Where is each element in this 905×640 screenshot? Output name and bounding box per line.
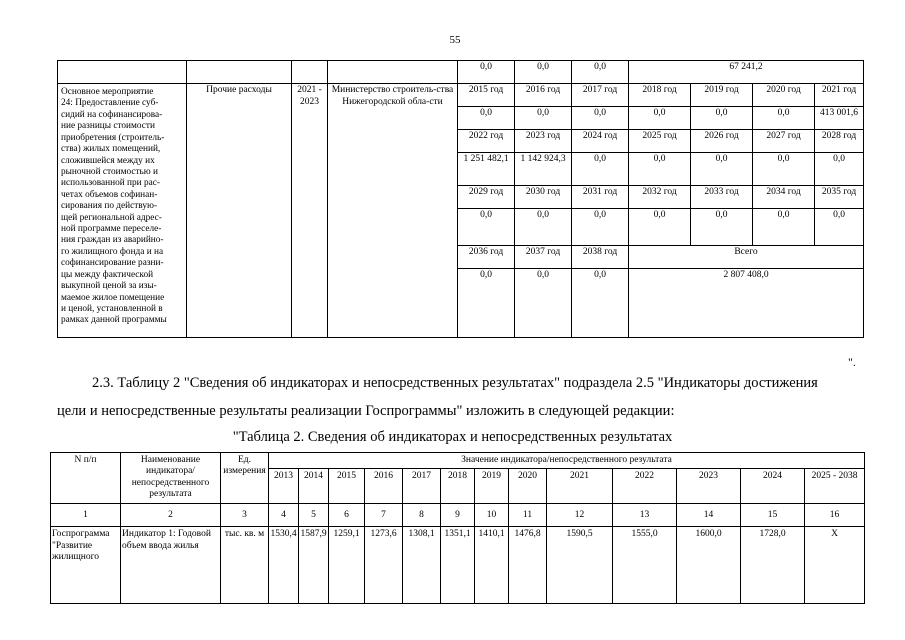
year-header: 2015 (329, 469, 365, 504)
year-header: 2021 год (815, 84, 864, 107)
desc-line: сидий на софинансирова- (61, 109, 163, 120)
indicator-value: 1259,1 (329, 527, 365, 604)
period: 2021 - 2023 (292, 84, 328, 338)
total-label: Всего (629, 246, 864, 269)
indicator-value: 1587,9 (299, 527, 329, 604)
desc-line: софинансирование разни- (61, 258, 164, 269)
col-number: 3 (221, 504, 269, 527)
cell-value: 0,0 (458, 209, 515, 246)
year-header: 2015 год (458, 84, 515, 107)
funding-table (57, 60, 864, 338)
year-header: 2022 (613, 469, 677, 504)
col-number: 16 (805, 504, 865, 527)
col-number: 14 (677, 504, 741, 527)
desc-line: ния граждан из аварийно- (61, 235, 164, 246)
desc-line: рамках данной программы (61, 315, 167, 326)
header-row-1 (51, 453, 865, 469)
indicator-value: 1351,1 (441, 527, 475, 604)
year-header: 2013 (269, 469, 299, 504)
year-header: 2031 год (572, 186, 629, 209)
indicator-value: 1555,0 (613, 527, 677, 604)
cell-value: 0,0 (629, 153, 691, 186)
cell-value: 0,0 (515, 61, 572, 84)
desc-line: го жилищного фонда и на (61, 246, 164, 257)
col-number: 9 (441, 504, 475, 527)
ministry: Министерство строитель-ства Нижегородской обла-сти (328, 84, 458, 338)
year-header: 2027 год (753, 130, 815, 153)
year-header: 2020 год (753, 84, 815, 107)
indicator-value: X (805, 527, 865, 604)
year-header: 2029 год (458, 186, 515, 209)
paragraph-line-1: 2.3. Таблицу 2 "Сведения об индикаторах и непосредственных результатах" подраздела 2.5 "Индикаторы достижения (92, 375, 818, 391)
cell-value: 0,0 (572, 153, 629, 186)
indicator-row (51, 527, 865, 604)
desc-line: цы между фактической (61, 269, 154, 280)
year-header: 2016 год (515, 84, 572, 107)
desc-line: 24: Предоставление суб- (61, 98, 159, 109)
end-quote-mark: ". (848, 355, 856, 369)
year-header: 2036 год (458, 246, 515, 269)
year-header: 2032 год (629, 186, 691, 209)
indicator-value: 1273,6 (365, 527, 403, 604)
year-header: 2019 (475, 469, 509, 504)
year-header: 2022 год (458, 130, 515, 153)
desc-line: рыночной стоимостью и (61, 166, 159, 177)
indicator-value: 1476,8 (509, 527, 547, 604)
header-unit: Ед. измерения (221, 453, 269, 504)
cell-value: 0,0 (629, 107, 691, 130)
col-number: 11 (509, 504, 547, 527)
col-number: 1 (51, 504, 121, 527)
cell-total: 67 241,2 (629, 61, 864, 84)
funding-row-prev (58, 61, 864, 84)
year-header: 2014 (299, 469, 329, 504)
year-header: 2025 год (629, 130, 691, 153)
indicator-value: 1410,1 (475, 527, 509, 604)
year-header: 2016 (365, 469, 403, 504)
year-header: 2018 (441, 469, 475, 504)
indicator-value: 1600,0 (677, 527, 741, 604)
cell-value: 0,0 (691, 209, 753, 246)
year-header: 2035 год (815, 186, 864, 209)
total-value: 2 807 408,0 (629, 269, 864, 338)
desc-line: приобретения (строитель- (61, 132, 165, 143)
year-header: 2023 (677, 469, 741, 504)
header-value: Значение индикатора/непосредственного результата (269, 453, 865, 469)
header-num: N п/п (51, 453, 121, 504)
col-number: 12 (547, 504, 613, 527)
desc-line: Основное мероприятие (61, 87, 154, 97)
cell-value: 0,0 (458, 61, 515, 84)
indicator-value: 1308,1 (403, 527, 441, 604)
cell-value: 1 251 482,1 (458, 153, 515, 186)
year-header: 2028 год (815, 130, 864, 153)
year-header: 2025 - 2038 (805, 469, 865, 504)
year-header: 2021 (547, 469, 613, 504)
year-header: 2024 год (572, 130, 629, 153)
year-header: 2019 год (691, 84, 753, 107)
cell-value: 0,0 (815, 153, 864, 186)
expense-type: Прочие расходы (187, 84, 292, 338)
year-header: 2020 (509, 469, 547, 504)
cell-value: 0,0 (629, 209, 691, 246)
paragraph-line-2: цели и непосредственные результаты реализации Госпрограммы" изложить в следующей редакции: (57, 403, 675, 419)
cell-value: 0,0 (458, 107, 515, 130)
year-header: 2033 год (691, 186, 753, 209)
cell-value: 0,0 (572, 61, 629, 84)
col-number: 2 (121, 504, 221, 527)
desc-line: ной программе переселе- (61, 224, 162, 235)
year-header: 2030 год (515, 186, 572, 209)
cell-value: 0,0 (458, 269, 515, 338)
year-header: 2034 год (753, 186, 815, 209)
col-number: 15 (741, 504, 805, 527)
col-number: 13 (613, 504, 677, 527)
col-number: 6 (329, 504, 365, 527)
desc-line: щей региональной адрес- (61, 212, 162, 223)
funding-row-years-1 (58, 84, 864, 107)
year-header: 2018 год (629, 84, 691, 107)
cell-value: 0,0 (691, 107, 753, 130)
cell-value: 413 001,6 (815, 107, 864, 130)
desc-line: выкупной ценой за изы- (61, 281, 157, 292)
desc-line: использованной при рас- (61, 178, 160, 189)
col-number: 4 (269, 504, 299, 527)
page-number: 55 (449, 34, 461, 46)
col-number: 8 (403, 504, 441, 527)
measure-description (58, 84, 187, 338)
col-number: 5 (299, 504, 329, 527)
year-header: 2026 год (691, 130, 753, 153)
column-number-row (51, 504, 865, 527)
cell-value: 0,0 (691, 153, 753, 186)
indicator-value: 1728,0 (741, 527, 805, 604)
cell-value: 0,0 (572, 209, 629, 246)
cell-value: 0,0 (815, 209, 864, 246)
desc-line: и ценой, установленной в (61, 304, 163, 315)
year-header: 2017 (403, 469, 441, 504)
cell-value: 0,0 (753, 107, 815, 130)
cell-value: 0,0 (753, 153, 815, 186)
year-header: 2017 год (572, 84, 629, 107)
cell-value: 0,0 (515, 209, 572, 246)
indicator-value: 1530,4 (269, 527, 299, 604)
indicators-table (50, 452, 865, 604)
year-header: 2024 (741, 469, 805, 504)
cell-value: 1 142 924,3 (515, 153, 572, 186)
desc-line: маемое жилое помещение (61, 292, 165, 303)
col-number: 10 (475, 504, 509, 527)
desc-line: сложившейся между их (61, 155, 155, 166)
header-name: Наименование индикатора/непосредственного результата (121, 453, 221, 504)
desc-line: сирования по действую- (61, 201, 158, 212)
desc-line: четах объемов софинан- (61, 189, 158, 200)
table-title: "Таблица 2. Сведения об индикаторах и непосредственных результатах (232, 429, 673, 445)
cell-value: 0,0 (572, 107, 629, 130)
year-header: 2037 год (515, 246, 572, 269)
cell-value: 0,0 (572, 269, 629, 338)
col-number: 7 (365, 504, 403, 527)
indicator-unit: тыс. кв. м (221, 527, 269, 604)
program-name: Госпрограмма "Развитие жилищного (51, 527, 121, 604)
year-header: 2038 год (572, 246, 629, 269)
cell-value: 0,0 (515, 269, 572, 338)
desc-line: ние разницы стоимости (61, 121, 155, 132)
desc-line: ства) жилых помещений, (61, 144, 161, 155)
cell-value: 0,0 (515, 107, 572, 130)
indicator-value: 1590,5 (547, 527, 613, 604)
cell-value: 0,0 (753, 209, 815, 246)
indicator-name: Индикатор 1: Годовой объем ввода жилья (121, 527, 221, 604)
year-header: 2023 год (515, 130, 572, 153)
